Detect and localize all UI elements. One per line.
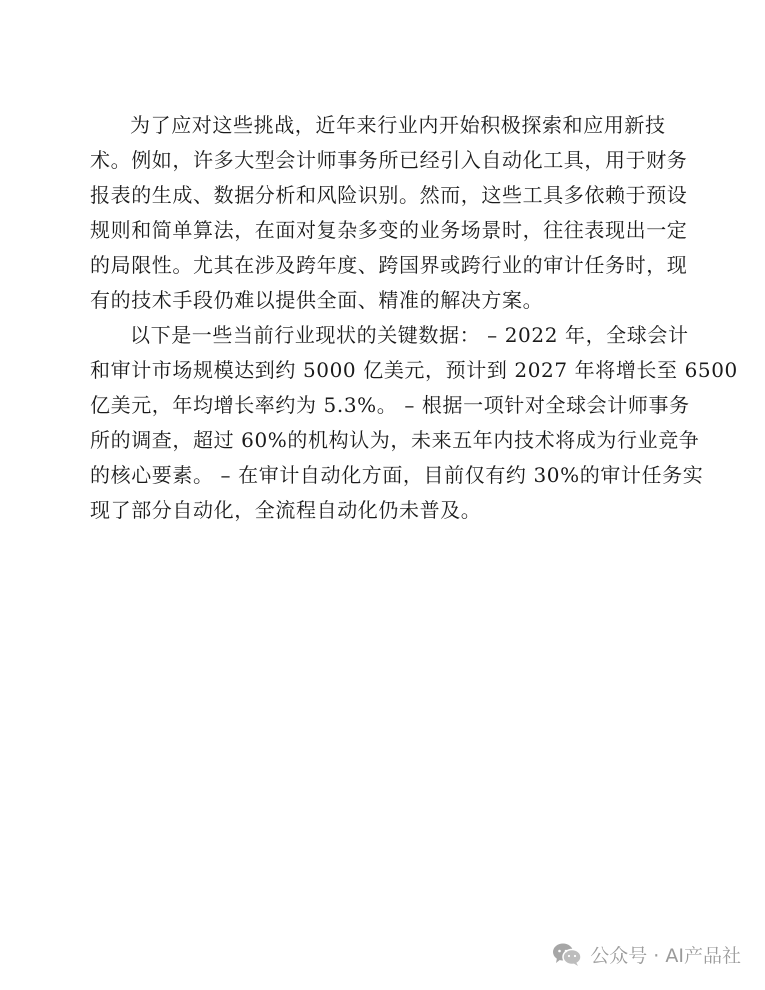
paragraph-line: 现了部分自动化，全流程自动化仍未普及。: [90, 498, 482, 522]
paragraph-line: 的核心要素。 – 在审计自动化方面，目前仅有约 30%的审计任务实: [90, 463, 704, 487]
paragraph-line: 的局限性。尤其在涉及跨年度、跨国界或跨行业的审计任务时，现: [90, 253, 688, 277]
paragraph-line: 和审计市场规模达到约 5000 亿美元，预计到 2027 年将增长至 6500: [90, 358, 738, 382]
paragraph-line: 术。例如，许多大型会计师事务所已经引入自动化工具，用于财务: [90, 148, 688, 172]
watermark-text: 公众号 · AI产品社: [590, 945, 741, 967]
paragraph-line: 亿美元，年均增长率约为 5.3%。 – 根据一项针对全球会计师事务: [90, 393, 690, 417]
paragraph-line: 报表的生成、数据分析和风险识别。然而，这些工具多依赖于预设: [90, 183, 688, 207]
paragraph-line: 以下是一些当前行业现状的关键数据： – 2022 年，全球会计: [130, 323, 689, 347]
paragraph-line: 所的调查，超过 60%的机构认为，未来五年内技术将成为行业竞争: [90, 428, 700, 452]
paragraph-line: 规则和简单算法，在面对复杂多变的业务场景时，往往表现出一定: [90, 218, 688, 242]
paragraph-line: 为了应对这些挑战，近年来行业内开始积极探索和应用新技: [130, 113, 666, 137]
paragraph-line: 有的技术手段仍难以提供全面、精准的解决方案。: [90, 288, 544, 312]
wechat-icon: [552, 942, 582, 968]
watermark: [552, 941, 741, 968]
